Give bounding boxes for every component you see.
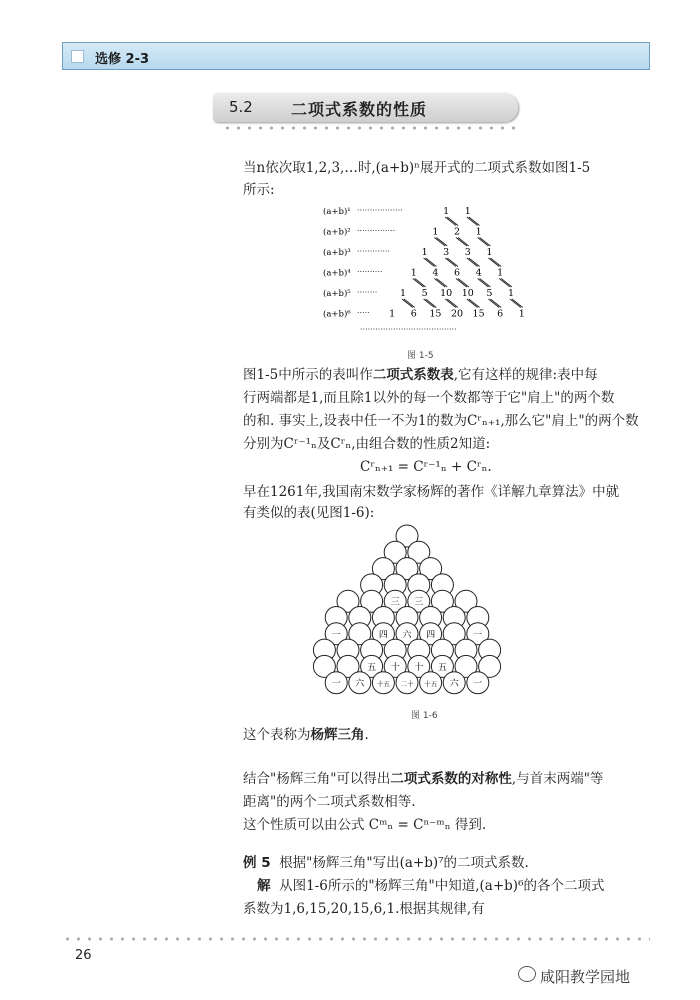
page-number: 26 xyxy=(75,948,92,963)
term-symmetry: 二项式系数的对称性 xyxy=(390,771,512,787)
pascal-cell: 3 xyxy=(443,247,450,258)
wechat-logo-icon xyxy=(518,966,536,982)
pascal-cell: 4 xyxy=(475,267,482,279)
yanghui-numeral: 五 xyxy=(367,662,377,673)
section-title: 二项式系数的性质 xyxy=(291,100,428,119)
pascal-cell: 1 xyxy=(464,206,471,217)
pascal-cell: 1 xyxy=(410,267,417,279)
yanghui-numeral: 一 xyxy=(473,630,483,641)
pascal-cell: 1 xyxy=(443,206,450,217)
pascal-cell: 6 xyxy=(453,267,461,279)
example-5 xyxy=(243,854,529,872)
pascal-cell: 1 xyxy=(389,308,396,320)
example-text: 根据"杨辉三角"写出(a+b)⁷的二项式系数. xyxy=(279,855,529,871)
pascal-row-label: (a+b)² xyxy=(323,227,351,238)
term-binomial-table: 二项式系数表 xyxy=(372,367,454,383)
chapter-label: 选修 2-3 xyxy=(95,52,150,67)
pascal-cell: 15 xyxy=(429,308,442,320)
pascal-cell: 1 xyxy=(486,247,493,258)
intro-line-1: 当n依次取1,2,3,…时,(a+b)ⁿ展开式的二项式系数如图1-5 xyxy=(243,160,591,176)
yanghui-numeral: 一 xyxy=(331,630,341,641)
pascal-cell: 1 xyxy=(497,267,504,279)
yanghui-numeral: 四 xyxy=(426,630,436,641)
pascal-cell: 1 xyxy=(421,247,428,258)
pascal-row-label: (a+b)⁶ xyxy=(323,309,351,320)
term-yang-hui-triangle: 杨辉三角 xyxy=(310,727,365,743)
solution-text-1: 从图1-6所示的"杨辉三角"中知道,(a+b)⁶的各个二项式 xyxy=(279,878,605,894)
yh-pre: 这个表称为 xyxy=(243,727,311,743)
pascal-leader-dots: ·········· xyxy=(357,267,383,277)
pascal-cell: 4 xyxy=(432,267,439,279)
pascal-cell: 10 xyxy=(461,288,474,299)
yanghui-numeral: 四 xyxy=(378,630,388,641)
pascal-row-label: (a+b)¹ xyxy=(323,207,351,217)
pascal-row-label: (a+b)⁵ xyxy=(323,289,351,299)
figure-1-5-caption: 图 1-5 xyxy=(407,351,434,361)
pascal-cell: 10 xyxy=(440,288,453,299)
pascal-cell: 3 xyxy=(464,247,471,258)
para1-line-4: 分别为Cʳ⁻¹ₙ及Cʳₙ,由组合数的性质2知道: xyxy=(243,436,491,452)
yanghui-numeral: 三 xyxy=(390,597,400,608)
pascal-cell: 2 xyxy=(453,226,461,238)
para3-line-1 xyxy=(243,770,603,788)
pascal-cell: 1 xyxy=(475,226,482,238)
yanghui-numeral: 一 xyxy=(473,679,483,690)
para3-line1-pre: 结合"杨辉三角"可以得出 xyxy=(243,771,391,787)
para2-line-2: 有类似的表(见图1-6): xyxy=(243,505,375,521)
yanghui-numeral: 一 xyxy=(331,679,341,690)
para1-line1-pre: 图1-5中所示的表叫作 xyxy=(243,367,373,383)
para1-line-3: 的和. 事实上,设表中任一不为1的数为Cʳₙ₊₁,那么它"肩上"的两个数 xyxy=(243,413,639,429)
para3-line-2: 距离"的两个二项式系数相等. xyxy=(243,794,416,810)
pascal-cell: 1 xyxy=(507,288,515,299)
pascal-cell: 15 xyxy=(472,308,485,320)
footer-dotted-rule xyxy=(62,937,650,941)
yanghui-numeral: 三 xyxy=(414,597,424,608)
pascal-cell: 1 xyxy=(518,308,525,320)
para1-line1-post: ,它有这样的规律:表中每 xyxy=(453,367,598,383)
solution-line-2: 系数为1,6,15,20,15,6,1.根据其规律,有 xyxy=(243,901,485,917)
example-label: 例 5 xyxy=(243,855,271,871)
yanghui-numeral: 二十 xyxy=(400,680,414,689)
pascal-row-label: (a+b)⁴ xyxy=(323,268,351,279)
pascal-cell: 1 xyxy=(432,226,439,238)
yanghui-numeral: 五 xyxy=(437,662,447,673)
pascal-leader-dots: ··············· xyxy=(357,226,396,236)
yanghui-numeral: 十 xyxy=(414,662,424,673)
solution-label: 解 xyxy=(257,878,271,894)
yanghui-numeral: 十 xyxy=(390,662,400,673)
pascal-cell: 6 xyxy=(497,308,504,320)
pascal-cell: 20 xyxy=(450,308,464,320)
pascal-cell: 1 xyxy=(399,288,407,299)
pascal-rule-formula: Cʳₙ₊₁ = Cʳ⁻¹ₙ + Cʳₙ. xyxy=(360,459,492,475)
yanghui-numeral: 十五 xyxy=(376,680,390,689)
pascal-continuation-dots: ······································ xyxy=(360,325,457,334)
pascal-leader-dots: ········ xyxy=(357,288,378,297)
yanghui-numeral: 六 xyxy=(402,630,412,641)
figure-1-6-caption: 图 1-6 xyxy=(411,711,438,721)
yanghui-numeral: 十五 xyxy=(424,680,438,689)
para3-line-3: 这个性质可以由公式 Cᵐₙ = Cⁿ⁻ᵐₙ 得到. xyxy=(243,817,487,833)
para2-line-1: 早在1261年,我国南宋数学家杨辉的著作《详解九章算法》中就 xyxy=(243,484,620,500)
yanghui-name-line xyxy=(243,726,369,744)
yanghui-numeral: 六 xyxy=(449,679,459,690)
section-number: 5.2 xyxy=(229,98,253,116)
yanghui-numeral: 六 xyxy=(355,679,365,690)
pascal-leader-dots: ·················· xyxy=(357,206,403,215)
solution-line-1 xyxy=(257,877,605,895)
para3-line1-post: ,与首末两端"等 xyxy=(511,771,604,787)
pascal-row-label: (a+b)³ xyxy=(323,248,351,258)
intro-line-2: 所示: xyxy=(243,182,275,198)
pascal-cell: 5 xyxy=(486,288,493,299)
para1-line-2: 行两端都是1,而且除1以外的每一个数都等于它"肩上"的两个数 xyxy=(243,390,615,406)
pascal-leader-dots: ············· xyxy=(357,247,391,256)
pascal-leader-dots: ····· xyxy=(357,308,370,318)
yh-post: . xyxy=(364,727,369,743)
watermark-text: 咸阳教学园地 xyxy=(540,968,631,986)
pascal-cell: 6 xyxy=(410,308,417,320)
pascal-cell: 5 xyxy=(421,288,428,299)
